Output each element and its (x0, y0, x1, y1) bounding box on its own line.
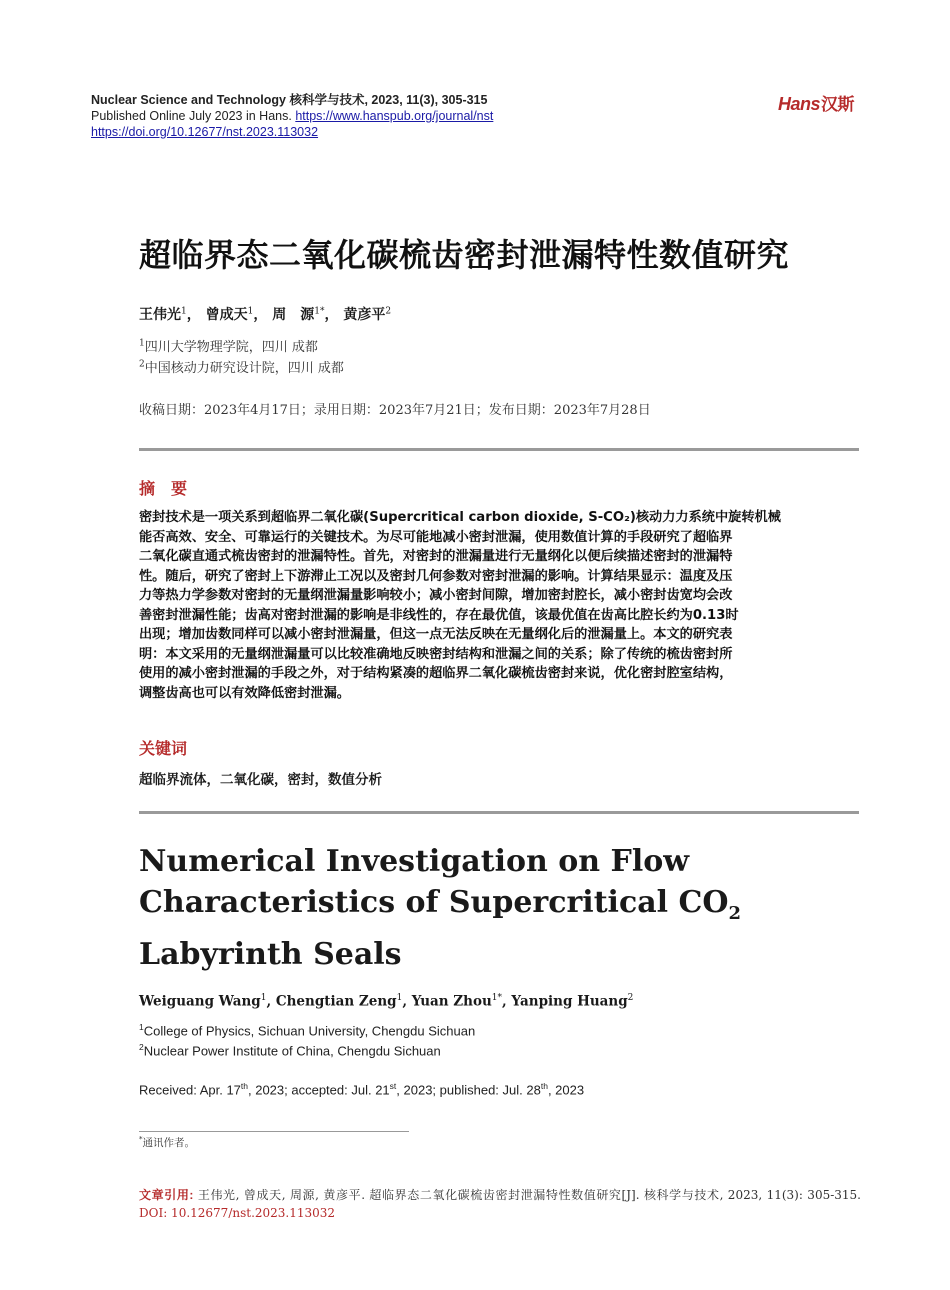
journal-name-en: Nuclear Science and Technology (91, 93, 286, 107)
title-en-text: Characteristics of Supercritical CO (139, 885, 729, 920)
affil-sup: 2 (139, 1042, 144, 1052)
author-sup: 1 (260, 993, 267, 1003)
affiliation-cn-2 (139, 357, 344, 376)
dates-cn: 收稿日期：2023年4月17日；录用日期：2023年7月21日；发布日期：2023年7月28日 (139, 403, 651, 418)
author-cn: 曾成天 (205, 307, 248, 323)
journal-header (91, 92, 493, 140)
date-text: , 2023 (547, 1082, 585, 1098)
author-en: Weiguang Wang (139, 993, 261, 1010)
abstract-line: 出现；增加齿数同样可以减小密封泄漏量，但这一点无法反映在无量纲化后的泄漏量上。本文的研究表 (139, 627, 733, 642)
abstract-line: 善密封泄漏性能；齿高对密封泄漏的影响是非线性的，存在最优值，该最优值在齿高比腔长约为0.13时 (139, 607, 739, 623)
section-divider (139, 811, 859, 814)
footnote (139, 1135, 195, 1150)
affiliation-cn-1 (139, 336, 318, 355)
date-text: , 2023; accepted: Jul. 21 (248, 1082, 390, 1098)
date-sup: th (240, 1081, 248, 1091)
abstract-body (139, 508, 861, 703)
affiliation-en-2 (139, 1042, 441, 1058)
doi-link[interactable]: https://doi.org/10.12677/nst.2023.113032 (91, 125, 319, 139)
title-en-sub: 2 (728, 903, 742, 924)
affil-sup: 2 (139, 359, 145, 370)
abstract-line: 调整齿高也可以有效降低密封泄漏。 (139, 685, 350, 701)
footnote-rule (139, 1131, 409, 1132)
title-en-line: Numerical Investigation on Flow (139, 844, 690, 879)
affil-text: College of Physics, Sichuan University, Chengdu Sichuan (143, 1023, 476, 1039)
author-cn: 王伟光 (139, 307, 181, 323)
published-line: Published Online July 2023 in Hans. (91, 109, 292, 123)
author-sup: 1 (396, 993, 403, 1003)
author-cn: 黄彦平 (343, 307, 386, 323)
title-en-line (139, 882, 859, 934)
section-divider (139, 448, 859, 451)
paper-title-cn: 超临界态二氧化碳梳齿密封泄漏特性数值研究 (139, 236, 790, 274)
affil-text: 四川大学物理学院，四川 成都 (144, 340, 318, 355)
abstract-line: 能否高效、安全、可靠运行的关键技术。为尽可能地减小密封泄漏，使用数值计算的手段研究了超临界 (139, 529, 733, 545)
author-sup: 1 (181, 306, 187, 317)
dates-en (139, 1081, 584, 1097)
abstract-line: 力等热力学参数对密封的无量纲泄漏量影响较小；减小密封间隙，增加密封腔长，减小密封齿宽均会改 (139, 588, 733, 603)
date-sup: th (540, 1081, 548, 1091)
author-sup: 1* (314, 306, 325, 317)
author-en: Yuan Zhou (411, 993, 492, 1010)
abstract-line: 明：本文采用的无量纲泄漏量可以比较准确地反映密封结构和泄漏之间的关系；除了传统的梳齿密封所 (139, 646, 733, 662)
affil-sup: 1 (139, 338, 145, 349)
author-sup: 2 (385, 306, 392, 317)
title-en-line: Labyrinth Seals (139, 937, 402, 972)
citation-doi[interactable]: DOI: 10.12677/nst.2023.113032 (139, 1206, 336, 1220)
date-sup: st (389, 1081, 397, 1091)
citation (139, 1186, 861, 1222)
affil-text: 中国核动力研究设计院，四川 成都 (144, 361, 344, 376)
keywords-heading: 关键词 (139, 739, 188, 758)
footnote-text: 通讯作者。 (142, 1137, 195, 1149)
footnote-sup: * (139, 1135, 143, 1144)
abstract-line: 二氧化碳直通式梳齿密封的泄漏特性。首先，对密封的泄漏量进行无量纲化以便后续描述密封的泄漏特 (139, 549, 733, 564)
affil-text: Nuclear Power Institute of China, Chengdu Sichuan (143, 1043, 441, 1059)
author-sup: 2 (627, 993, 634, 1003)
paper-title-en (139, 841, 859, 975)
authors-en: Weiguang Wang$^1$, Chengtian Zeng$^1$, Yuan Zhou$^{1*}$, Yanping Huang$^2$ (139, 993, 634, 1010)
abstract-line: 密封技术是一项关系到超临界二氧化碳(Supercritical carbon dioxide, S-CO₂)核动力力系统中旋转机械 (139, 510, 781, 525)
hans-logo (778, 90, 854, 115)
citation-text: 王伟光, 曾成天, 周源, 黄彦平. 超临界态二氧化碳梳齿密封泄漏特性数值研究[J]. 核科学与技术, 2023, 11(3): 305-315. (193, 1188, 861, 1202)
logo-brand: Hans (778, 94, 821, 114)
abstract-line: 性。随后，研究了密封上下游滞止工况以及密封几何参数对密封泄漏的影响。计算结果显示：温度及压 (139, 568, 733, 584)
date-text: Received: Apr. 17 (139, 1082, 241, 1098)
author-en: Chengtian Zeng (275, 993, 397, 1010)
author-sup: 1* (491, 993, 503, 1003)
author-sup: 1 (247, 306, 254, 317)
logo-cn: 汉斯 (821, 95, 855, 114)
author-en: Yanping Huang (511, 993, 628, 1010)
citation-label: 文章引用: (139, 1188, 194, 1202)
journal-link[interactable]: https://www.hanspub.org/journal/nst (295, 109, 494, 123)
abstract-line: 使用的减小密封泄漏的手段之外，对于结构紧凑的超临界二氧化碳梳齿密封来说，优化密封腔室结构， (139, 666, 733, 681)
date-text: , 2023; published: Jul. 28 (396, 1082, 541, 1098)
keywords-cn: 超临界流体，二氧化碳，密封，数值分析 (139, 772, 382, 788)
journal-name-cn: 核科学与技术, 2023, 11(3), 305-315 (289, 93, 488, 107)
abstract-heading: 摘 要 (139, 479, 188, 498)
affil-sup: 1 (139, 1022, 144, 1032)
authors-cn: 王伟光$^1$， 曾成天$^1$， 周 源$^{1*}$， 黄彦平$^2$ (139, 306, 392, 323)
affiliation-en-1 (139, 1022, 475, 1038)
author-cn: 周 源 (272, 307, 315, 323)
